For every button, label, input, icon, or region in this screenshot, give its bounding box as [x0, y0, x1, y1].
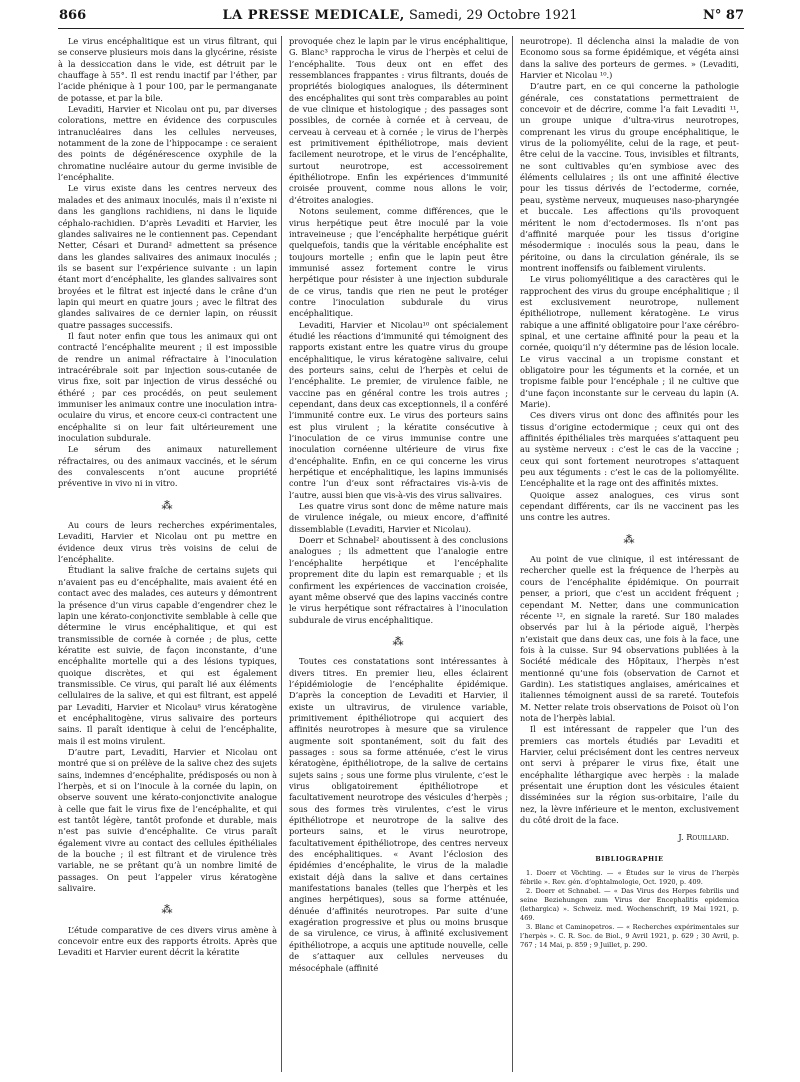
page-header — [0, 0, 800, 30]
paragraph: Quoique assez analogues, ces virus sont cependant différents, car ils ne vaccinent pas les uns contre les autres. — [520, 489, 739, 523]
paragraph: provoquée chez le lapin par le virus encéphalitique, G. Blanc³ rapprocha le virus de l’herpès et celui de l’encéphalite. Tous deux ont en effet des ressemblances frappantes : virus filtrants, doués de propriétés biologiques analogues, ils déterminent des encéphalites qui sont très comparables au point de vue clinique et histologique ; des passages sont possibles, de cornée à cornée et à cerveau, de cerveau à cerveau et à cornée ; le virus de l’herpès est primitivement épithéliotrope, mais devient facilement neurotrope, et le virus de l’encéphalite, surtout neurotrope, est accessoirement épithéliotrope. Enfin les expériences d’immunité croisée prouvent, comme nous allons le voir, d’étroites analogies. — [289, 36, 508, 205]
section-separator: ⁂ — [392, 634, 405, 648]
paragraph: Il faut noter enfin que tous les animaux qui ont contracté l’encéphalite meurent ; il est impossible de rendre un animal réfractaire à l’inoculation intracérébrale soit par injection sous-cutanée de virus fixe, soit par injection de virus desséché ou éthéré ; par ces procédés, on peut seulement immuniser les animaux contre une inoculation intra-oculaire du virus, et encore ceux-ci contractent une encéphalite si on leur fait ultérieurement une inoculation subdurale. — [58, 330, 277, 444]
paragraph: Ces divers virus ont donc des affinités pour les tissus d’origine ectodermique ; ceux qui ont des affinités épithéliales très marquées s’attaquent peu au système nerveux : c’est le cas de la vaccine ; ceux qui sont fortement neurotropes s’attaquent peu aux téguments : c’est le cas de la poliomyélite. L’encéphalite et la rage ont des affinités mixtes. — [520, 410, 739, 489]
column-1 — [58, 36, 277, 1076]
paragraph: Au cours de leurs recherches expérimentales, Levaditi, Harvier et Nicolau ont pu mettre en évidence deux virus très voisins de celui de l’encéphalite. — [58, 520, 277, 565]
paragraph: Toutes ces constatations sont intéressantes à divers titres. En premier lieu, elles éclairent l’épidémiologie de l’encéphalite épidémique. D’après la conception de Levaditi et Harvier, il existe un ultravirus, de virulence variable, primitivement épithéliotrope qui acquiert des affinités neurotropes à mesure que sa virulence augmente soit spontanément, soit du fait des passages : sous sa forme atténuée, c’est le virus kératogène, épithéliotrope, de la salive de certains sujets sains ; sous une forme plus virulente, c’est le virus obligatoirement épithéliotrope et facultativement neurotrope des vésicules d’herpès ; sous des formes très virulentes, c’est le virus épithéliotrope et neurotrope de la salive des porteurs sains, et le virus neurotrope, facultativement épithéliotrope, des centres nerveux des encéphalitiques. « Avant l’éclosion des épidémies d’encéphalite, le virus de la maladie existait déjà dans la salive et dans certaines manifestations banales (telles que l’herpès et les angines herpétiques), sous sa forme atténuée, dénuée d’affinités neurotropes. Par suite d’une exagération progressive et plus ou moins brusque de sa virulence, ce virus, à affinité exclusivement épithéliotrope, a acquis une aptitude nouvelle, celle de s’attaquer aux cellules nerveuses du mésocéphale (affinité — [289, 656, 508, 973]
bibliography-entry: 2. Doerr et Schnabel. — « Das Virus des Herpes febrilis und seine Beziehungen zum Virus der Encephalitis epidemica (lethargica) ». Schweiz. med. Wochenschrift, 19 Mai 1921, p. 469. — [520, 887, 739, 923]
paragraph: Le sérum des animaux naturellement réfractaires, ou des animaux vaccinés, et le sérum des convalescents n’ont aucune propriété préventive in vivo ni in vitro. — [58, 444, 277, 489]
paragraph: Levaditi, Harvier et Nicolau¹⁰ ont spécialement étudié les réactions d’immunité qui témoignent des rapports existant entre les quatre virus du groupe encéphalitique, le virus kératogène salivaire, celui des porteurs sains, celui de l’herpès et celui de l’encéphalite. Le premier, de virulence faible, ne vaccine pas en général contre les trois autres ; cependant, dans deux cas exceptionnels, il a conféré l’immunité contre eux. Le virus des porteurs sains est plus virulent ; la kératite consécutive à l’inoculation de ce virus immunise contre une inoculation cornéenne ultérieure de virus fixe d’encéphalite. Enfin, en ce qui concerne les virus herpétique et encéphalitique, les lapins immunisés contre l’un d’eux sont réfractaires vis-à-vis de l’autre, aussi bien que vis-à-vis des virus salivaires. — [289, 319, 508, 500]
section-separator: ⁂ — [161, 903, 174, 917]
issue-number: N° 87 — [703, 8, 744, 23]
paragraph: D’autre part, en ce qui concerne la pathologie générale, ces constatations permettraient de concevoir et de décrire, comme l’a fait Levaditi ¹¹, un groupe unique d’ultra-virus neurotropes, comprenant les virus du groupe encéphalitique, le virus de la poliomyélite, celui de la rage, et peut-être celui de la vaccine. Tous, invisibles et filtrants, ne sont cultivables qu’en symbiose avec des éléments cellulaires ; ils ont une affinité élective pour les tissus dérivés de l’ectoderme, cornée, peau, système nerveux, muqueuses naso-pharyngée et buccale. Les affections qu’ils provoquent méritent le nom d’ectodermoses. Ils n’ont pas d’affinité marquée pour les tissus d’origine mésodermique : inoculés sous la peau, dans le péritoine, ou dans la circulation générale, ils se montrent inoffensifs ou faiblement virulents. — [520, 81, 739, 273]
section-separator: ⁂ — [623, 532, 636, 546]
paragraph: Levaditi, Harvier et Nicolau ont pu, par diverses colorations, mettre en évidence des corpuscules intranucléaires dans les cellules nerveuses, notamment de la zone de l’hippocampe : ce seraient des points de dégénérescence oxyphile de la chromatine nucléaire autour du germe invisible de l’encéphalite. — [58, 104, 277, 183]
section-separator: ⁂ — [161, 498, 174, 512]
paragraph: Les quatre virus sont donc de même nature mais de virulence inégale, ou mieux encore, d’affinité dissemblable (Levaditi, Harvier et Nicolau). — [289, 501, 508, 534]
bibliography-entry: 1. Doerr et Vöchting. — « Études sur le virus de l’herpès fébrile ». Rev. gén. d’ophtalmologie, Oct. 1920, p. 409. — [520, 869, 739, 887]
paragraph: Le virus encéphalitique est un virus filtrant, qui se conserve plusieurs mois dans la glycérine, résiste à la dessiccation dans le vide, est détruit par le chauffage à 55°. Il est rendu inactif par l’éther, par l’acide phénique à 1 pour 100, par le permanganate de potasse, et par la bile. — [58, 36, 277, 103]
page-number: 866 — [59, 8, 87, 23]
bibliography-entry: 3. Blanc et Caminopetros. — « Recherches expérimentales sur l’herpès ». C. R. Soc. de Biol., 9 Avril 1921, p. 629 ; 30 Avril, p. 767 ; 14 Mai, p. 859 ; 9 Juillet, p. 290. — [520, 923, 739, 950]
paragraph: Le virus existe dans les centres nerveux des malades et des animaux inoculés, mais il n’existe ni dans les ganglions rachidiens, ni dans le liquide céphalo-rachidien. D’après Levaditi et Harvier, les glandes salivaires ne le contiennent pas. Cependant Netter, Césari et Durand² admettent sa présence dans les glandes salivaires des animaux inoculés ; ils se basent sur l’expérience suivante : un lapin étant mort d’encéphalite, les glandes salivaires sont broyées et le filtrat est injecté dans le crâne d’un lapin qui meurt en quatre jours ; avec le filtrat des glandes salivaires de ce dernier lapin, on réussit quatre passages successifs. — [58, 183, 277, 330]
paragraph: L’étude comparative de ces divers virus amène à concevoir entre eux des rapports étroits. Après que Levaditi et Harvier eurent décrit la kératite — [58, 924, 277, 958]
paragraph: Notons seulement, comme différences, que le virus herpétique peut être inoculé par la voie intraveineuse ; que l’encéphalite herpétique guérit quelquefois, tandis que la véritable encéphalite est toujours mortelle ; enfin que le lapin peut être immunisé assez fortement contre le virus herpétique pour résister à une injection subdurale de ce virus, tandis que rien ne peut le protéger contre l’inoculation subdurale du virus encéphalitique. — [289, 206, 508, 319]
column-divider — [281, 36, 282, 1072]
journal-title: LA PRESSE MEDICALE, — [222, 8, 405, 23]
author-signature: J. Rouillard. — [678, 832, 729, 843]
header-rule — [58, 28, 744, 29]
paragraph: Le virus poliomyélitique a des caractères qui le rapprochent des virus du groupe encéphalitique ; il est exclusivement neurotrope, nullement épithéliotrope, nullement kératogène. Le virus rabique a une affinité obligatoire pour l’axe cérébro-spinal, et une certaine affinité pour la peau et la cornée, quoiqu’il n’y détermine pas de lésion locale. Le virus vaccinal a un tropisme constant et obligatoire pour les téguments et la cornée, et un tropisme faible pour l’encéphale ; il ne cultive que d’une façon inconstante sur le cerveau du lapin (A. Marie). — [520, 274, 739, 409]
paragraph: Il est intéressant de rappeler que l’un des premiers cas mortels étudiés par Levaditi et Harvier, celui précisément dont les centres nerveux ont servi à préparer le virus fixe, était une encéphalite léthargique avec herpès : la malade présentait une éruption dont les vésicules étaient disséminées sur la région sus-orbitaire, l’aile du nez, la lèvre inférieure et le menton, exclusivement du côté droit de la face. — [520, 724, 739, 826]
bibliography-heading: BIBLIOGRAPHIE — [595, 855, 664, 863]
issue-date: Samedi, 29 Octobre 1921 — [408, 8, 578, 23]
running-title — [0, 8, 800, 23]
paragraph: Doerr et Schnabel² aboutissent à des conclusions analogues ; ils admettent que l’analogie entre l’encéphalite herpétique et l’encéphalite proprement dite du lapin est remarquable ; et ils confirment les expériences de vaccination croisée, ayant même observé que des lapins vaccinés contre le virus herpétique sont réfractaires à l’inoculation subdurale de virus encéphalitique. — [289, 535, 508, 625]
column-3 — [520, 36, 739, 1076]
column-divider — [512, 36, 513, 1072]
paragraph: Étudiant la salive fraîche de certains sujets qui n’avaient pas eu d’encéphalite, mais avaient été en contact avec des malades, ces auteurs y démontrent la présence d’un virus capable d’engendrer chez le lapin une kérato-conjonctivite semblable à celle que détermine le virus encéphalitique, et qui est transmissible de cornée à cornée ; de plus, cette kératite est suivie, de façon inconstante, d’une encéphalite mortelle qui a des lésions typiques, quoique discrètes, et qui est également transmissible. Ce virus, qui paraît lié aux éléments cellulaires de la salive, et qui est filtrant, est appelé par Levaditi, Harvier et Nicolau⁸ virus kératogène et encéphalitogène, virus salivaire des porteurs sains. Il paraît identique à celui de l’encéphalite, mais il est moins virulent. — [58, 565, 277, 746]
paragraph: D’autre part, Levaditi, Harvier et Nicolau ont montré que si on prélève de la salive chez des sujets sains, indemnes d’encéphalite, prédisposés ou non à l’herpès, et si on l’inocule à la cornée du lapin, on observe souvent une kérato-conjonctivite analogue à celle que fait le virus fixe de l’encéphalite, et qui est tantôt légère, tantôt profonde et durable, mais n’est pas suivie d’encéphalite. Ce virus paraît également vivre au contact des cellules épithéliales de la bouche ; il est filtrant et de virulence très variable, ne se prêtant qu’à un nombre limité de passages. On peut l’appeler virus kératogène salivaire. — [58, 746, 277, 894]
column-2 — [289, 36, 508, 1076]
paragraph: Au point de vue clinique, il est intéressant de rechercher quelle est la fréquence de l’herpès au cours de l’encéphalite épidémique. On pourrait penser, a priori, que c’est un accident fréquent ; cependant M. Netter, dans une communication récente ¹², en signale la rareté. Sur 180 malades observés par lui à la période aiguë, l’herpès n’existait que dans deux cas, une fois à la face, une fois à la cuisse. Sur 94 observations publiées à la Société médicale des Hôpitaux, l’herpès n’est mentionné qu’une fois (observation de Carnot et Gardin). Les statistiques anglaises, américaines et italiennes témoignent aussi de sa rareté. Toutefois M. Netter relate trois observations de Poisot où l’on nota de l’herpès labial. — [520, 554, 739, 723]
paragraph: neurotrope). Il déclencha ainsi la maladie de von Economo sous sa forme épidémique, et végéta ainsi dans la salive des porteurs de germes. » (Levaditi, Harvier et Nicolau ¹⁰.) — [520, 36, 739, 81]
